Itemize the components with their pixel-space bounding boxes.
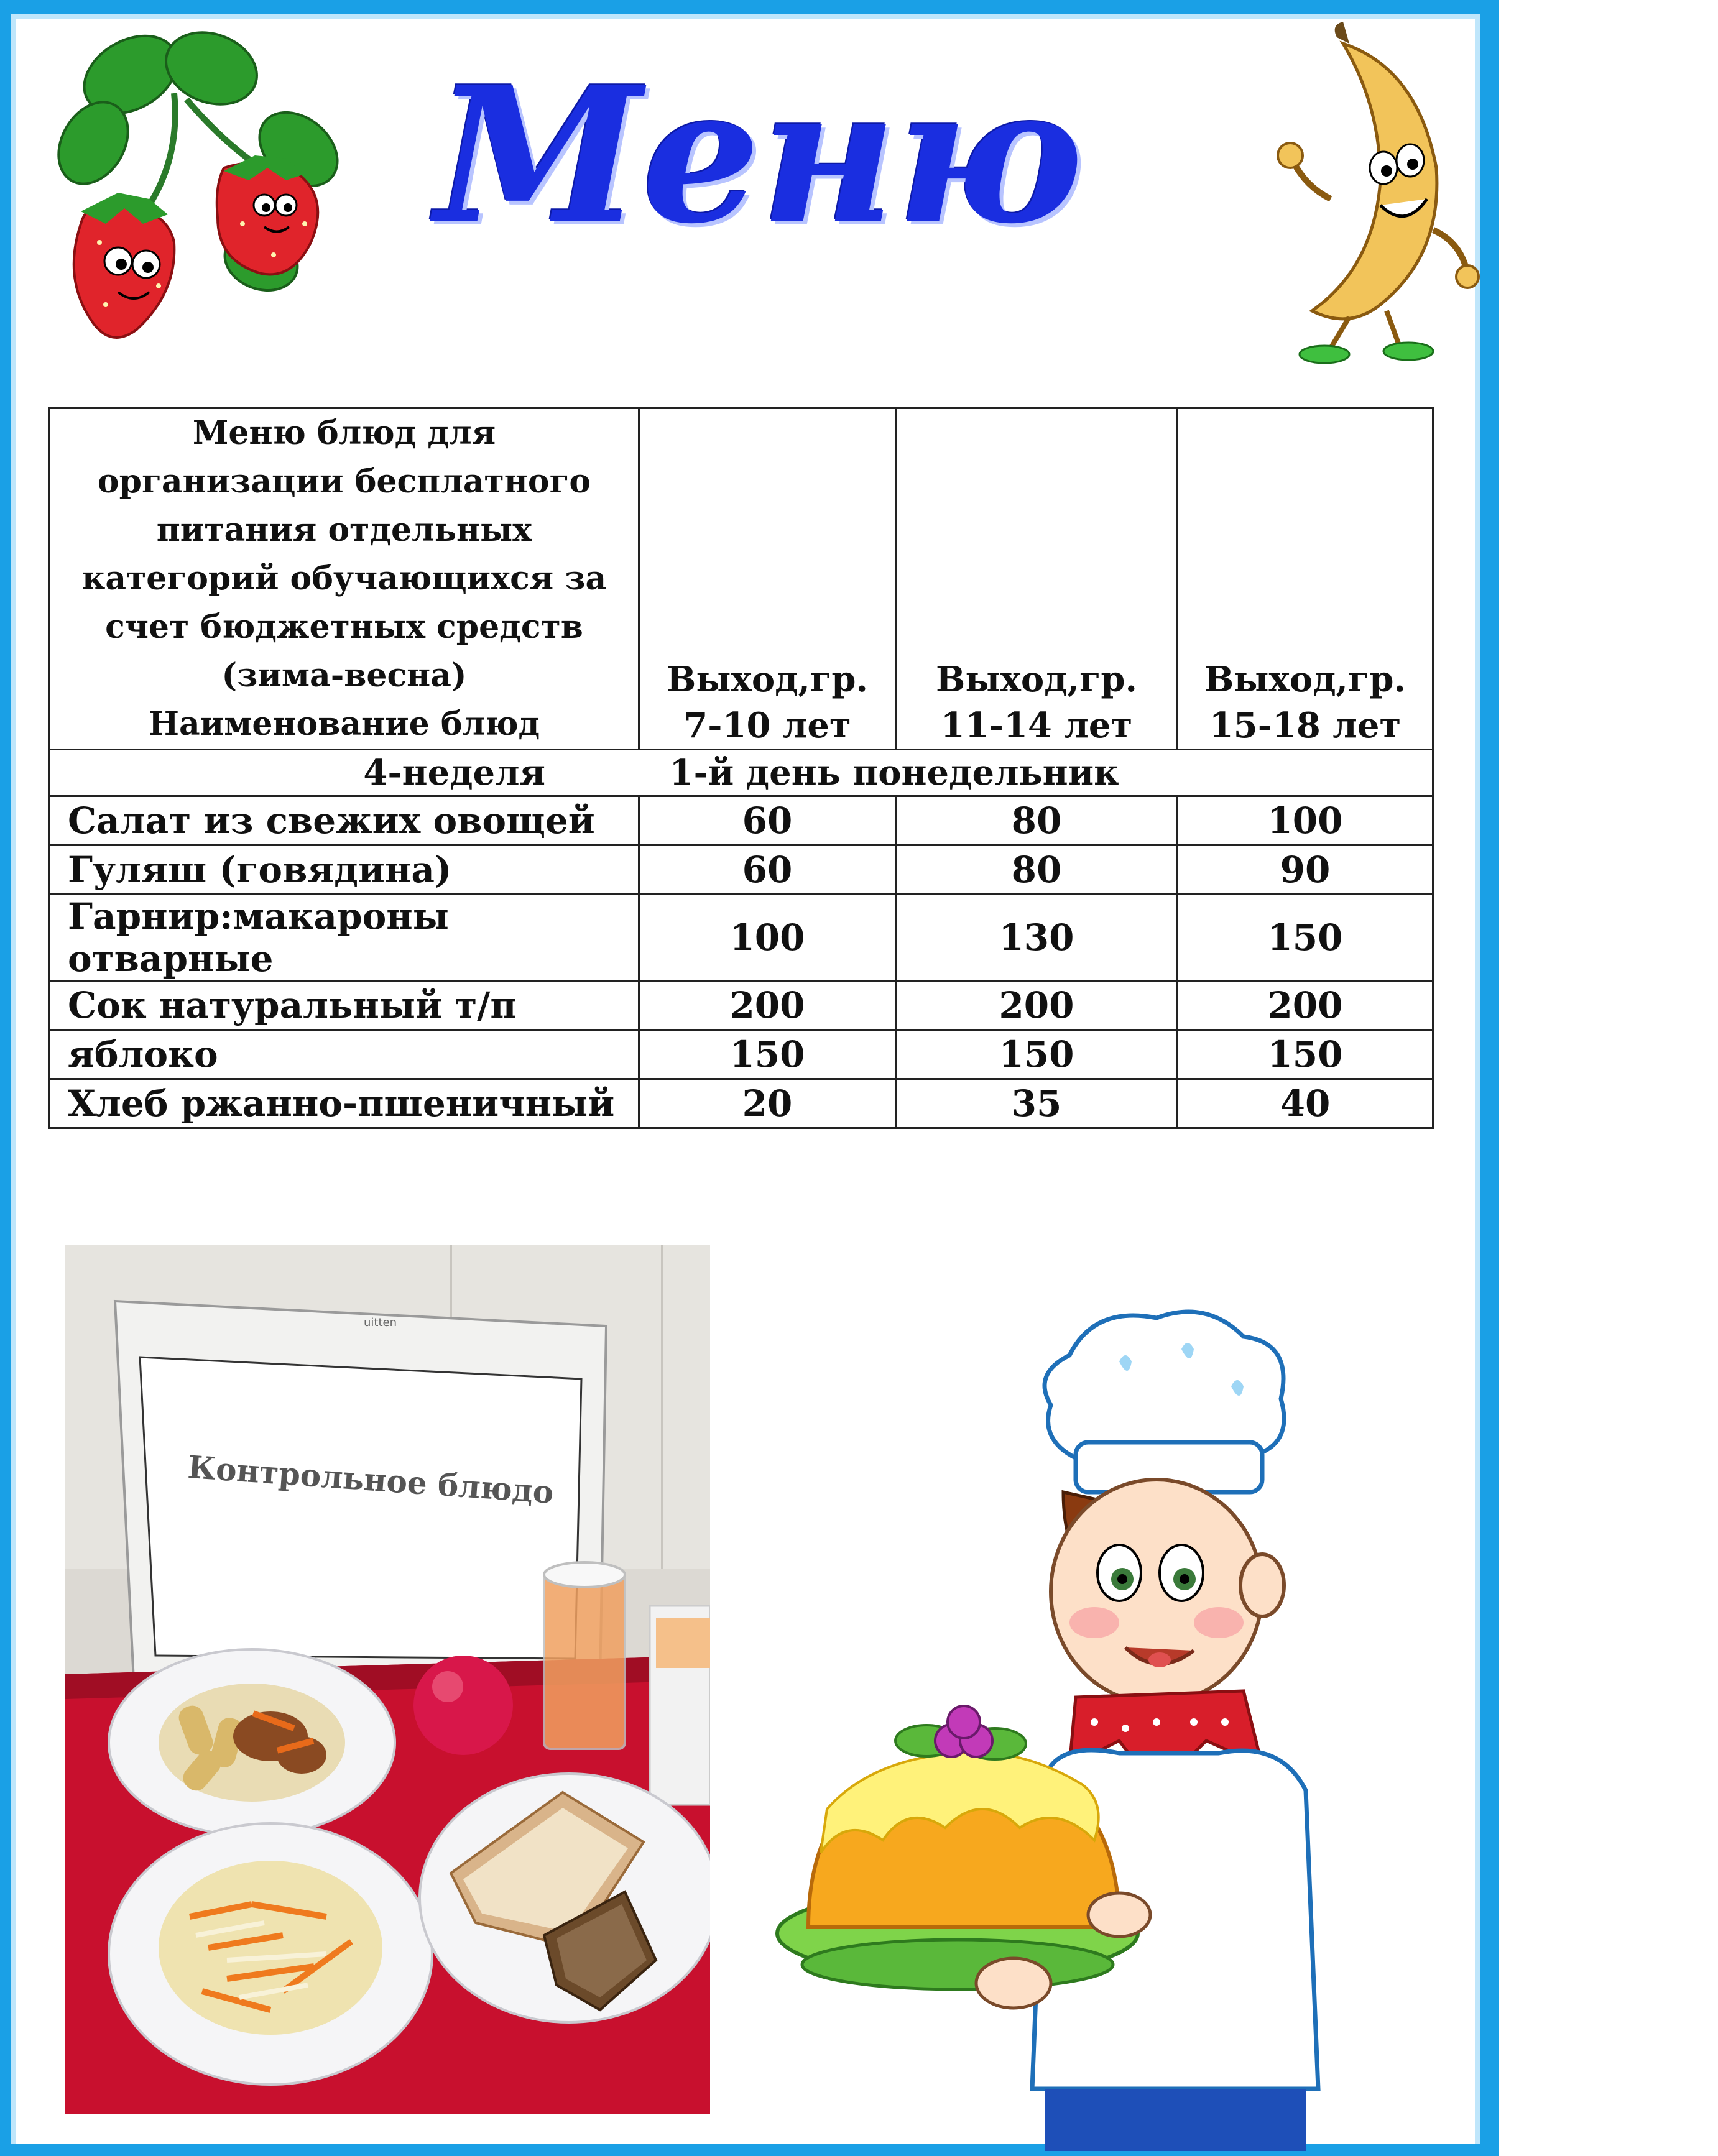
week-label: 4-неделя	[363, 752, 546, 793]
table-row	[50, 981, 1433, 1030]
table-row	[50, 1079, 1433, 1128]
dish-value: 20	[639, 1079, 896, 1128]
dish-name: Сок натуральный т/п	[50, 981, 639, 1030]
dish-value: 200	[639, 981, 896, 1030]
control-dish-photo	[65, 1245, 710, 2114]
dish-value: 90	[1178, 845, 1433, 895]
dish-value: 150	[1178, 895, 1433, 981]
table-row	[50, 845, 1433, 895]
column-header	[896, 408, 1178, 750]
dish-name: Салат из свежих овощей	[50, 796, 639, 845]
chef-illustration	[771, 1293, 1480, 2151]
dish-value: 150	[1178, 1030, 1433, 1079]
column-header-line2: 11-14 лет	[940, 705, 1133, 746]
header-line: питания отдельных	[156, 511, 532, 549]
menu-table	[48, 407, 1434, 1129]
dish-name: Гуляш (говядина)	[50, 845, 639, 895]
dish-value: 40	[1178, 1079, 1433, 1128]
table-row	[50, 796, 1433, 845]
dish-value: 60	[639, 796, 896, 845]
page-title: Меню	[435, 45, 1084, 265]
day-label: 1-й день понедельник	[669, 752, 1119, 793]
strawberry-illustration	[25, 19, 348, 342]
column-header-line2: 15-18 лет	[1209, 705, 1402, 746]
dish-value: 80	[896, 845, 1178, 895]
dish-value: 80	[896, 796, 1178, 845]
week-row	[50, 750, 1433, 796]
dish-value: 100	[639, 895, 896, 981]
table-header-row	[50, 408, 1433, 750]
banana-illustration	[1256, 19, 1480, 367]
dish-value: 150	[639, 1030, 896, 1079]
table-row	[50, 1030, 1433, 1079]
page-border-top	[0, 0, 1499, 14]
header-line: Меню блюд для	[192, 414, 496, 452]
column-header	[1178, 408, 1433, 750]
dish-value: 200	[1178, 981, 1433, 1030]
dish-value: 100	[1178, 796, 1433, 845]
dish-value: 150	[896, 1030, 1178, 1079]
page-border-right	[1480, 0, 1499, 2156]
page-border-inner	[11, 14, 16, 2144]
header-line: организации бесплатного	[97, 463, 591, 500]
column-header	[639, 408, 896, 750]
header-line: счет бюджетных средств	[105, 608, 583, 646]
page-border-left	[0, 0, 11, 2156]
column-header-line2: 7-10 лет	[683, 705, 851, 746]
header-line: категорий обучающихся за	[81, 560, 607, 597]
table-row	[50, 895, 1433, 981]
dish-value: 60	[639, 845, 896, 895]
dish-name: яблоко	[50, 1030, 639, 1079]
header-line: Наименование блюд	[148, 705, 540, 743]
dish-name: Гарнир:макароны отварные	[50, 895, 639, 981]
folder-brand: uitten	[364, 1316, 397, 1329]
dish-value: 130	[896, 895, 1178, 981]
control-dish-sign: Контрольное блюдо	[187, 1448, 555, 1511]
header-description-cell	[50, 408, 639, 750]
dish-value: 35	[896, 1079, 1178, 1128]
header-line: (зима-весна)	[221, 656, 467, 694]
column-header-line1: Выход,гр.	[1204, 659, 1406, 700]
page-border-inner	[11, 14, 1480, 19]
dish-name: Хлеб ржанно-пшеничный	[50, 1079, 639, 1128]
week-cell	[50, 750, 1433, 796]
column-header-line1: Выход,гр.	[667, 659, 868, 700]
column-header-line1: Выход,гр.	[936, 659, 1137, 700]
dish-value: 200	[896, 981, 1178, 1030]
